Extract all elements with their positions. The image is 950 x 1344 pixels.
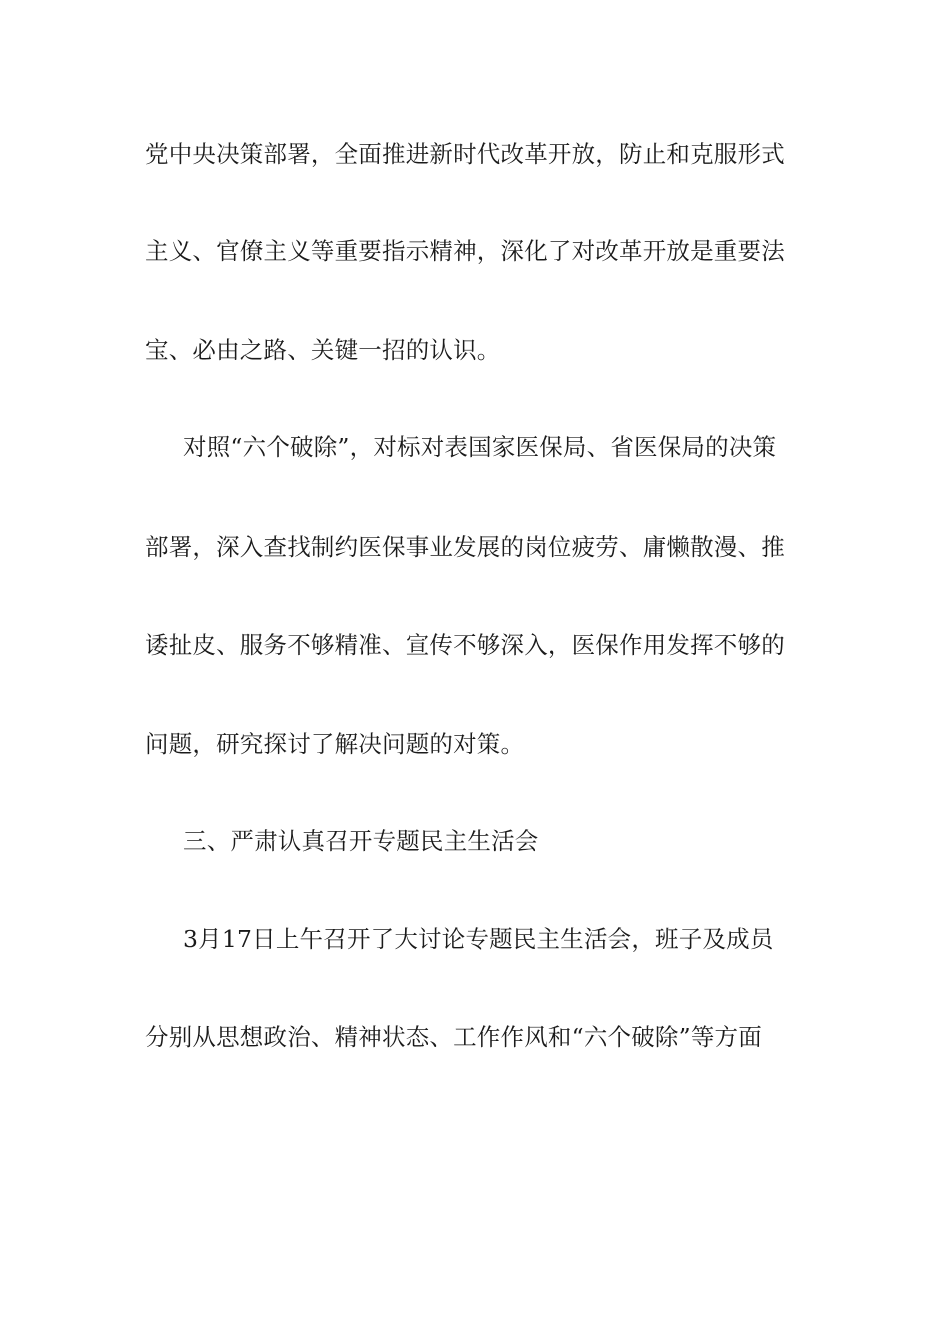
- paragraph-line: 对照“六个破除”，对标对表国家医保局、省医保局的决策: [183, 433, 777, 461]
- paragraph-line: 宝、必由之路、关键一招的认识。: [145, 336, 501, 364]
- paragraph-line: 主义、官僚主义等重要指示精神，深化了对改革开放是重要法: [145, 237, 785, 265]
- paragraph-line: 党中央决策部署，全面推进新时代改革开放，防止和克服形式: [145, 140, 785, 168]
- paragraph-line: 问题，研究探讨了解决问题的对策。: [145, 730, 525, 758]
- paragraph-line: 分别从思想政治、精神状态、工作作风和“六个破除”等方面: [145, 1023, 762, 1051]
- paragraph-line: 部署，深入查找制约医保事业发展的岗位疲劳、庸懒散漫、推: [145, 533, 785, 561]
- paragraph-line: 诿扯皮、服务不够精准、宣传不够深入，医保作用发挥不够的: [145, 631, 785, 659]
- paragraph-line: 3月17日上午召开了大讨论专题民主生活会，班子及成员: [183, 925, 774, 953]
- section-heading: 三、严肃认真召开专题民主生活会: [183, 827, 539, 855]
